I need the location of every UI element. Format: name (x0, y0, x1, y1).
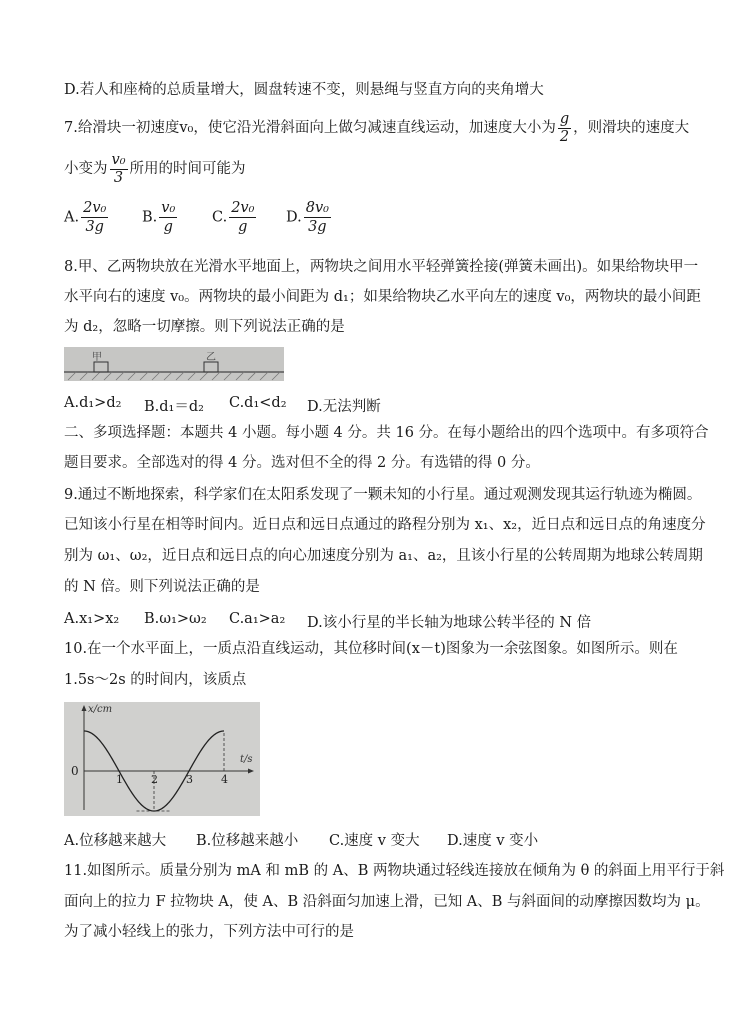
origin-label: 0 (71, 764, 79, 778)
q9-stem-line4: 的 N 倍。则下列说法正确的是 (64, 579, 260, 595)
q8-option-a[interactable]: A.d₁>d₂ (64, 395, 122, 411)
q7-stem-line1 (64, 112, 689, 144)
q10-option-d[interactable]: D.速度 v 变小 (447, 833, 539, 849)
velocity-fraction: $\frac{\text{v₀}}{3}$ (111, 152, 126, 186)
x-tick-label: 2 (151, 773, 158, 786)
q9-stem-line1: 9.通过不断地探索，科学家们在太阳系发现了一颗未知的小行星。通过观测发现其运行轨迹为椭圆。 (64, 487, 702, 503)
q11-stem-line2: 面向上的拉力 F 拉物块 A，使 A、B 沿斜面匀加速上滑，已知 A、B 与斜面间的动摩擦因数均为 μ。 (64, 894, 710, 910)
q7-stem-line2 (64, 153, 246, 185)
q8-option-d[interactable]: D.无法判断 (307, 399, 381, 415)
x-tick-label: 3 (186, 773, 193, 786)
acceleration-fraction: $\frac{g}{2}$ (559, 111, 570, 145)
x-tick-label: 4 (221, 773, 228, 786)
q10-option-b[interactable]: B.位移越来越小 (196, 833, 299, 849)
q6-option-d: D.若人和座椅的总质量增大，圆盘转速不变，则悬绳与竖直方向的夹角增大 (64, 82, 544, 98)
x-tick-label: 1 (116, 773, 123, 786)
block-b-label: 乙 (206, 352, 216, 363)
q9-stem-line2: 已知该小行星在相等时间内。近日点和远日点通过的路程分别为 x₁、x₂，近日点和远日点的角速度分 (64, 517, 706, 533)
q10-graph (64, 702, 260, 816)
q11-stem-line1: 11.如图所示。质量分别为 mA 和 mB 的 A、B 两物块通过轻线连接放在倾角为 θ 的斜面上用平行于斜 (64, 863, 725, 879)
q7-option-b[interactable]: B. $\frac{\text{v₀}}{g}$ (142, 200, 176, 235)
q10-option-c[interactable]: C.速度 v 变大 (329, 833, 420, 849)
section2-heading-line1: 二、多项选择题：本题共 4 小题。每小题 4 分。共 16 分。在每小题给出的四个选项中。有多项符合 (64, 425, 709, 441)
section2-heading-line2: 题目要求。全部选对的得 4 分。选对但不全的得 2 分。有选错的得 0 分。 (64, 455, 540, 471)
q10-stem-line1: 10.在一个水平面上，一质点沿直线运动，其位移时间(x－t)图象为一余弦图象。如图所示。则在 (64, 641, 678, 657)
q9-option-c[interactable]: C.a₁>a₂ (229, 611, 286, 627)
q10-stem-line2: 1.5s～2s 的时间内，该质点 (64, 672, 247, 688)
q8-option-b[interactable]: B.d₁＝d₂ (144, 399, 204, 415)
q7-option-d[interactable]: D. $\frac{\text{8v₀}}{3g}$ (286, 200, 329, 235)
q7-stem-text: 小变为 (64, 161, 108, 177)
q9-option-a[interactable]: A.x₁>x₂ (64, 611, 120, 627)
x-axis-label: t/s (240, 754, 253, 765)
q11-stem-line3: 为了减小轻线上的张力，下列方法中可行的是 (64, 924, 354, 940)
q9-option-d[interactable]: D.该小行星的半长轴为地球公转半径的 N 倍 (307, 615, 592, 631)
q8-stem-line2: 水平向右的速度 v₀。两物块的最小间距为 d₁；如果给物块乙水平向左的速度 v₀，两物块的最小间距 (64, 289, 701, 305)
q8-option-c[interactable]: C.d₁<d₂ (229, 395, 287, 411)
q7-stem-text: ，则滑块的速度大 (573, 120, 690, 136)
q7-option-a[interactable]: A. $\frac{\text{2v₀}}{3g}$ (64, 200, 107, 235)
q7-stem-text: 7.给滑块一初速度v₀，使它沿光滑斜面向上做匀减速直线运动，加速度大小为 (64, 120, 556, 136)
cosine-xt-graph (64, 702, 260, 816)
y-axis-label: x/cm (88, 704, 113, 715)
q10-option-a[interactable]: A.位移越来越大 (64, 833, 167, 849)
q9-stem-line3: 别为 ω₁、ω₂，近日点和远日点的向心加速度分别为 a₁、a₂，且该小行星的公转周期为地球公转周期 (64, 548, 703, 564)
q8-stem-line3: 为 d₂，忽略一切摩擦。则下列说法正确的是 (64, 319, 345, 335)
block-a-label: 甲 (92, 352, 102, 363)
q9-option-b[interactable]: B.ω₁>ω₂ (144, 611, 207, 627)
q7-stem-text: 所用的时间可能为 (129, 161, 246, 177)
q8-figure (64, 347, 284, 381)
q8-stem-line1: 8.甲、乙两物块放在光滑水平地面上，两物块之间用水平轻弹簧拴接(弹簧未画出)。如果给物块甲一 (64, 259, 699, 275)
q7-option-c[interactable]: C. $\frac{\text{2v₀}}{g}$ (212, 200, 255, 235)
